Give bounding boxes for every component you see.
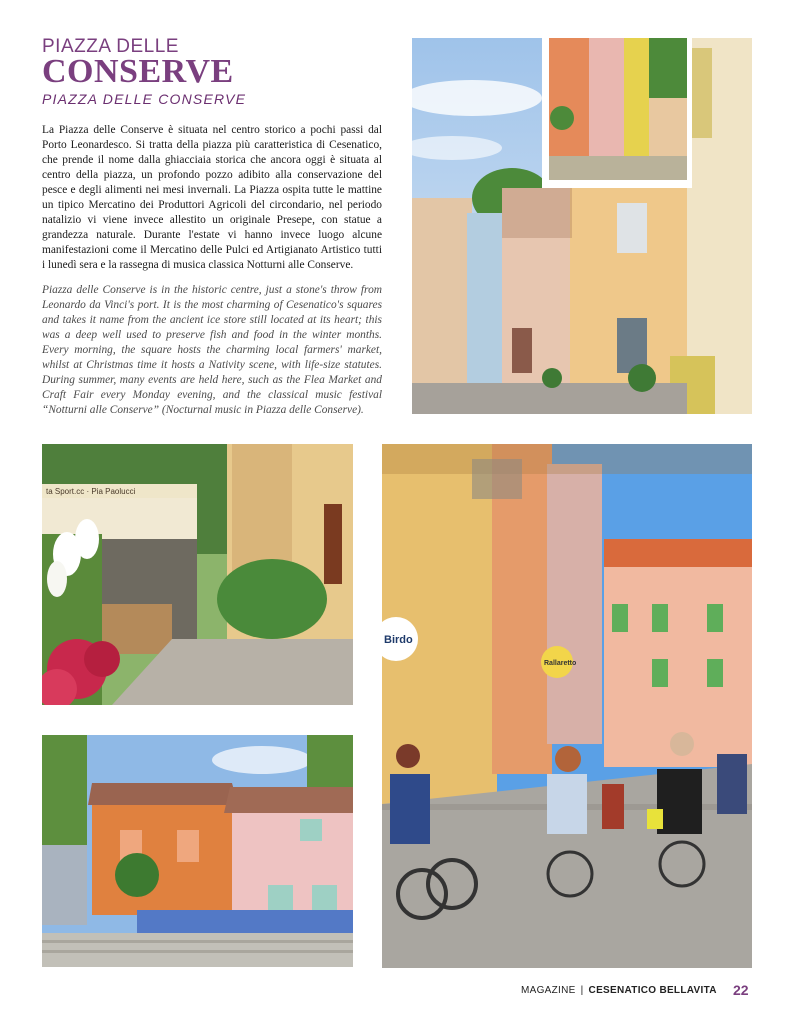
photo-street-colourful-houses	[412, 38, 752, 414]
bar-sign: Birdo	[384, 634, 413, 646]
footer	[521, 985, 717, 996]
footer-brand: CESENATICO BELLAVITA	[588, 985, 717, 996]
subtitle: PIAZZA DELLE CONSERVE	[42, 91, 247, 107]
shop-sign: Rallaretto	[544, 660, 577, 667]
body-text-italian: La Piazza delle Conserve è situata nel centro storico a pochi passi dal Porto Leonardesco. Si tratta della piazza più caratteristica di Cesenatico, che prende il nome dalla ghiacciaia storica che ancora oggi è situata al centro della piazza, un profondo pozzo adibito alla conservazione del pesce e degli alimenti nei mesi invernali. La Piazza ospita tutte le mattine un tipico Mercatino dei Produttori Agricoli del circondario, nel periodo natalizio vi viene invece allestito un originale Presepe, con statue a grandezza naturale. Durante l'estate vi hanno invece luogo alcune manifestazioni come il Mercatino delle Pulci ed Artigianato Artistico tutti i lunedì sera e la rassegna di musica classica Notturni alle Conserve.	[42, 124, 382, 271]
market-umbrella-sign: ta Sport.cc · Pia Paolucci	[46, 487, 136, 496]
photo-market-lilies	[42, 444, 353, 705]
photo-street-cyclists	[382, 444, 752, 968]
page-title: CONSERVE	[42, 53, 234, 90]
body-text-english: Piazza delle Conserve is in the historic centre, just a stone's throw from Leonardo da Vinci's port. It is the most charming of Cesenatico's squares and takes it name from the ancient ice store still located at its heart; this was a deep well used to preserve fish and food in the winter months. Every morning, the square hosts the charming local farmers' market, whilst at Christmas time it hosts a Nativity scene, with life-size statutes. During summer, many events are held here, such as the Flea Market and Craft Fair every Monday evening, and the classical music festival “Notturni alle Conserve” (Nocturnal music in Piazza delle Conserve).	[42, 284, 382, 416]
title-line-1: PIAZZA DELLE	[42, 36, 179, 57]
photo-orange-pink-houses	[42, 735, 353, 967]
footer-magazine: MAGAZINE	[521, 985, 576, 996]
footer-separator: |	[580, 985, 584, 996]
page-number: 22	[733, 982, 749, 998]
